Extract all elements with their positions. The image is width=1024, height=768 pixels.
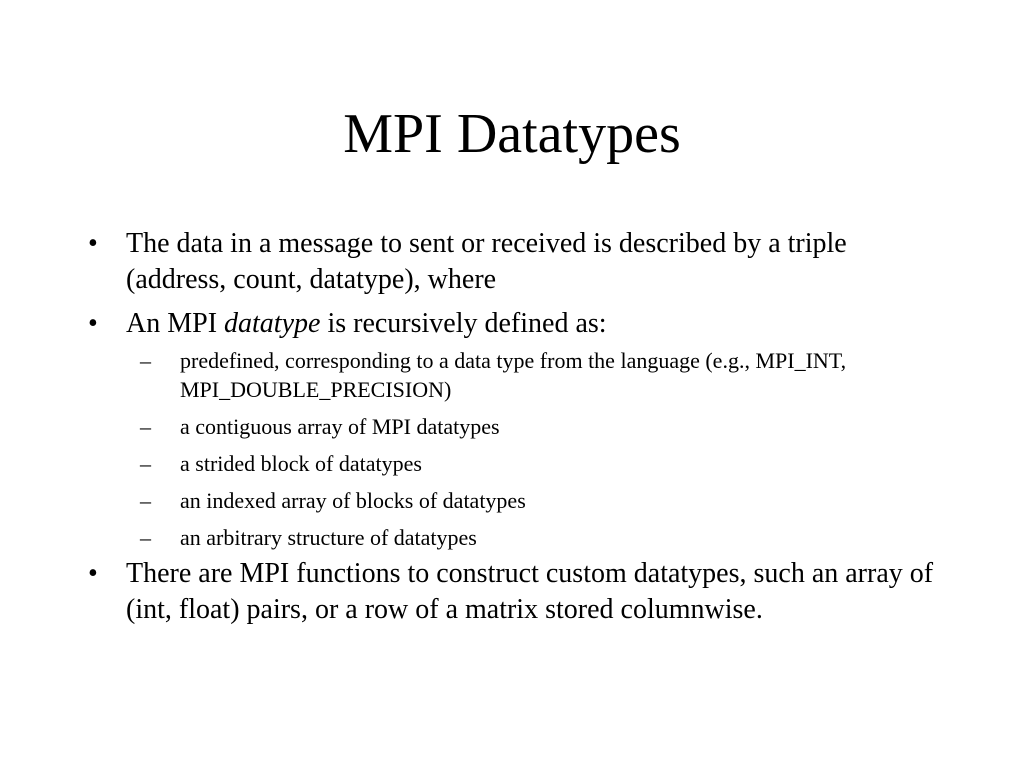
sub-item	[136, 486, 948, 515]
sub-item	[136, 523, 948, 552]
bullet-text-prefix: An MPI	[126, 308, 225, 339]
dash-marker: –	[140, 414, 151, 439]
sub-item-text: an arbitrary structure of datatypes	[180, 525, 477, 550]
dash-marker: –	[140, 451, 151, 476]
slide-title: MPI Datatypes	[343, 103, 681, 165]
sub-list	[88, 346, 948, 552]
dash-marker: –	[140, 348, 151, 373]
dash-marker: –	[140, 525, 151, 550]
dash-marker: –	[140, 488, 151, 513]
bullet-text: The data in a message to sent or received is described by a triple (address, count, datatype), where	[126, 228, 847, 295]
sub-item-text: an indexed array of blocks of datatypes	[180, 488, 526, 513]
bullet-marker: •	[88, 558, 98, 589]
sub-item	[136, 449, 948, 478]
sub-item	[136, 346, 948, 404]
sub-item	[136, 412, 948, 441]
bullet-text-emphasis: datatype	[224, 308, 321, 339]
bullet-marker: •	[88, 308, 98, 339]
sub-item-text: predefined, corresponding to a data type from the language (e.g., MPI_INT, MPI_DOUBLE_PRECISION)	[180, 348, 847, 402]
bullet-item	[88, 556, 948, 628]
slide-body	[88, 226, 948, 628]
bullet-text-suffix: is recursively defined as:	[320, 308, 607, 339]
bullet-text: There are MPI functions to construct custom datatypes, such an array of (int, float) pairs, or a row of a matrix stored columnwise.	[126, 558, 934, 625]
sub-item-text: a contiguous array of MPI datatypes	[180, 414, 500, 439]
bullet-item	[88, 226, 948, 298]
bullet-marker: •	[88, 228, 98, 259]
sub-item-text: a strided block of datatypes	[180, 451, 422, 476]
bullet-item	[88, 306, 948, 342]
